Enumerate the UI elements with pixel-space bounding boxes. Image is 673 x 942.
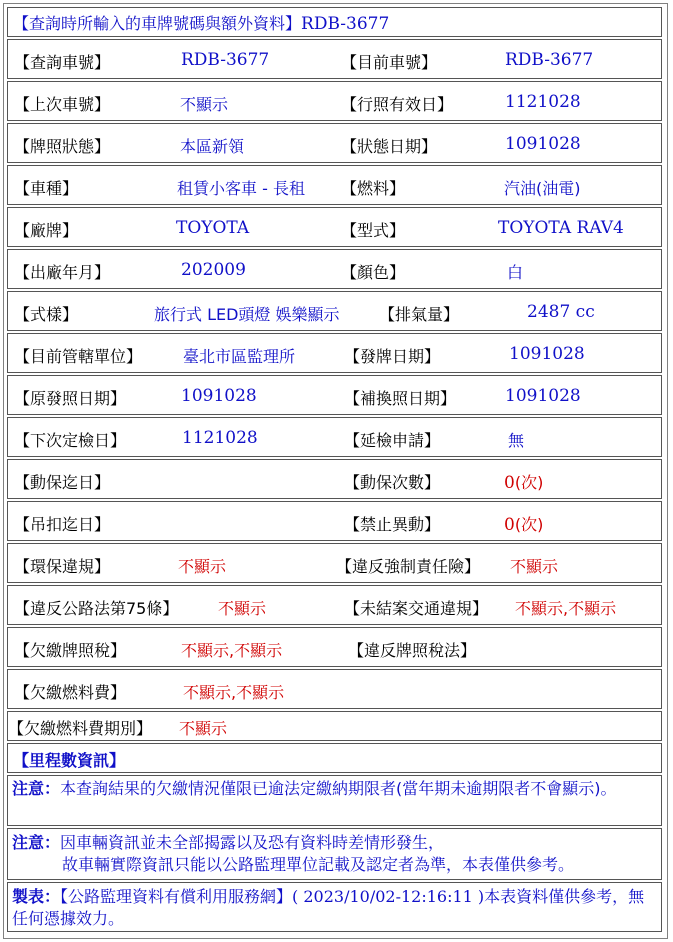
label-style: 【式樣】 [14, 305, 79, 324]
label-reissue-date: 【補換照日期】 [344, 389, 457, 408]
label-inspection-extension: 【延檢申請】 [344, 431, 441, 450]
value-fuel-fee-period: 不顯示 [179, 719, 228, 738]
label-plate-status: 【牌照狀態】 [14, 137, 111, 156]
label-displacement: 【排氣量】 [379, 305, 460, 324]
row-suspension [7, 501, 662, 541]
note-overdue [7, 775, 662, 826]
value-highway-law: 不顯示 [218, 599, 267, 618]
value-reissue-date: 1091028 [505, 386, 581, 406]
value-next-inspection: 1121028 [182, 428, 258, 448]
value-issue-date: 1091028 [509, 344, 585, 364]
label-brand: 【廠牌】 [14, 221, 79, 240]
row-brand [7, 207, 662, 247]
value-status-date: 1091028 [505, 134, 581, 154]
value-plate-status: 本區新領 [180, 137, 245, 156]
label-fuel: 【燃料】 [341, 179, 406, 198]
note-disclaimer-text [12, 832, 657, 876]
value-license-tax-owed: 不顯示,不顯示 [181, 641, 283, 660]
value-query-plate: RDB-3677 [181, 50, 270, 70]
note-disclaimer-prefix: 注意： [12, 833, 61, 852]
value-license-valid: 1121028 [505, 92, 581, 112]
label-jurisdiction: 【目前管轄單位】 [14, 347, 143, 366]
note-disclaimer-line2: 故車輛實際資訊只能以公路監理單位記載及認定者為準，本表僅供參考。 [62, 855, 575, 874]
value-fuel-fee-owed: 不顯示,不顯示 [183, 683, 285, 702]
label-fuel-fee-period: 【欠繳燃料費期別】 [8, 719, 153, 738]
value-vehicle-type: 租賃小客車 - 長租 [177, 179, 305, 198]
row-fuel-fee-period [7, 711, 662, 741]
row-fuel-fee [7, 669, 662, 709]
value-current-plate: RDB-3677 [505, 50, 594, 70]
value-inspection-extension: 無 [508, 431, 525, 450]
label-highway-law: 【違反公路法第75條】 [14, 599, 179, 618]
page-title [13, 11, 389, 34]
note-overdue-text [12, 778, 657, 800]
mortgage-count-unit: (次) [514, 473, 544, 492]
row-chattel-mortgage [7, 459, 662, 499]
label-environment-violation: 【環保違規】 [14, 557, 111, 576]
row-license-tax [7, 627, 662, 667]
row-plate-status [7, 123, 662, 163]
label-model: 【型式】 [341, 221, 406, 240]
title-label: 【查詢時所輸入的車牌號碼與額外資料】 [13, 14, 302, 33]
label-color: 【顏色】 [341, 263, 406, 282]
row-previous-plate [7, 81, 662, 121]
footer-text [12, 886, 657, 930]
note-disclaimer-line1: 因車輛資訊並未全部揭露以及恐有資料時差情形發生， [60, 833, 445, 852]
note-overdue-body: 本查詢結果的欠繳情況僅限已逾法定繳納期限者(當年期未逾期限者不會顯示)。 [60, 779, 617, 798]
label-insurance-violation: 【違反強制責任險】 [336, 557, 481, 576]
label-current-plate: 【目前車號】 [341, 53, 438, 72]
label-next-inspection: 【下次定檢日】 [14, 431, 127, 450]
label-original-issue-date: 【原發照日期】 [14, 389, 127, 408]
value-fuel: 汽油(油電) [504, 179, 581, 198]
label-manufacture-date: 【出廠年月】 [14, 263, 111, 282]
row-vehicle-type [7, 165, 662, 205]
label-mortgage-count: 【動保次數】 [344, 473, 441, 492]
footer-timestamp: ( 2023/10/02-12:16:11 ) [292, 887, 485, 906]
value-insurance-violation: 不顯示 [510, 557, 559, 576]
value-mortgage-count [504, 470, 543, 493]
footer-prefix: 製表： [12, 887, 61, 906]
row-next-inspection [7, 417, 662, 457]
row-plate-query [7, 39, 662, 79]
value-previous-plate: 不顯示 [180, 95, 229, 114]
value-style: 旅行式 LED頭燈 娛樂顯示 [154, 305, 340, 324]
title-plate: RDB-3677 [301, 14, 390, 34]
label-fuel-fee-owed: 【欠繳燃料費】 [14, 683, 127, 702]
row-style [7, 291, 662, 331]
row-original-issue [7, 375, 662, 415]
value-model: TOYOTA RAV4 [498, 218, 624, 238]
value-displacement: 2487 cc [527, 302, 595, 322]
value-traffic-violation: 不顯示,不顯示 [515, 599, 617, 618]
footer-disclaimer: 本表資料僅供參考，無任何憑據效力。 [12, 887, 645, 928]
mortgage-count-number: 0 [504, 473, 515, 493]
label-mortgage-end: 【動保迄日】 [14, 473, 111, 492]
footer [7, 882, 662, 932]
value-transfer-ban [504, 512, 543, 535]
value-environment-violation: 不顯示 [178, 557, 227, 576]
row-highway-law [7, 585, 662, 625]
label-query-plate: 【查詢車號】 [14, 53, 111, 72]
label-traffic-violation: 【未結案交通違規】 [344, 599, 489, 618]
value-original-issue-date: 1091028 [181, 386, 257, 406]
label-previous-plate: 【上次車號】 [14, 95, 111, 114]
footer-source: 【公路監理資料有償利用服務網】 [60, 887, 293, 906]
label-license-tax-owed: 【欠繳牌照稅】 [14, 641, 127, 660]
label-license-tax-law: 【違反牌照稅法】 [348, 641, 477, 660]
value-manufacture-date: 202009 [181, 260, 246, 280]
row-mileage [7, 743, 662, 773]
label-vehicle-type: 【車種】 [14, 179, 79, 198]
value-jurisdiction: 臺北市區監理所 [183, 347, 296, 366]
note-overdue-prefix: 注意： [12, 779, 61, 798]
value-brand: TOYOTA [176, 218, 250, 238]
label-license-valid: 【行照有效日】 [341, 95, 454, 114]
label-suspension-end: 【吊扣迄日】 [14, 515, 111, 534]
note-disclaimer [7, 828, 662, 880]
mileage-heading: 【里程數資訊】 [13, 751, 126, 770]
label-status-date: 【狀態日期】 [341, 137, 438, 156]
title-row [7, 7, 662, 37]
row-environment [7, 543, 662, 583]
value-color: 白 [507, 263, 524, 282]
transfer-ban-unit: (次) [514, 515, 544, 534]
label-transfer-ban: 【禁止異動】 [344, 515, 441, 534]
row-manufacture-date [7, 249, 662, 289]
transfer-ban-number: 0 [504, 515, 515, 535]
row-jurisdiction [7, 333, 662, 373]
label-issue-date: 【發牌日期】 [344, 347, 441, 366]
